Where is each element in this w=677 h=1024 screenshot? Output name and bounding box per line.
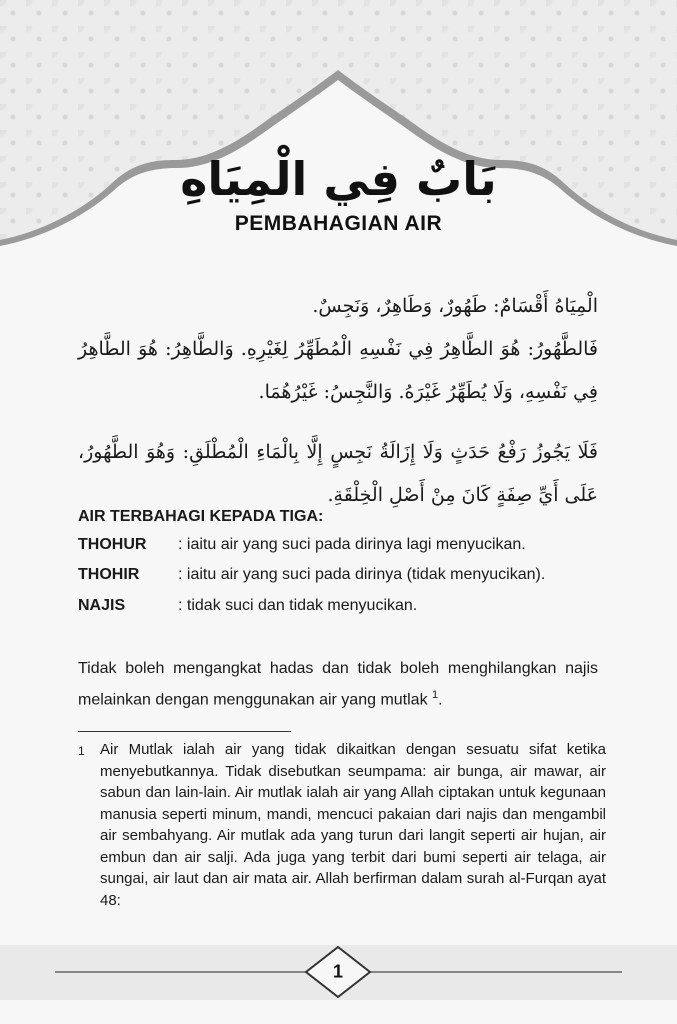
arabic-paragraph-3: فَلَا يَجُوزُ رَفْعُ حَدَثٍ وَلَا إِزَالَةُ نَجِسٍ إِلَّا بِالْمَاءِ الْمُطْلَقِ: وَهُوَ الطَّهُورُ، عَلَى أَيِّ صِفَةٍ كَانَ مِنْ أَصْلِ الْخِلْقَةِ. — [78, 441, 598, 506]
definition-row — [78, 597, 608, 615]
footnote — [78, 739, 606, 911]
definition-desc: : iaitu air yang suci pada dirinya (tidak menyucikan). — [178, 566, 546, 583]
paragraph-end: . — [438, 691, 443, 709]
footnote-divider — [78, 731, 291, 732]
footnote-text: Air Mutlak ialah air yang tidak dikaitkan dengan sesuatu sifat ketika menyebutkannya. Tidak disebutkan seumpama: air bunga, air mawar, air sabun dan lain-lain. Air mutlak ialah air yang Allah ciptakan untuk kegunaan manusia seperti minum, mandi, mencuci pakaian dari najis dan mengambil air sembahyang. Air mutlak ada yang turun dari langit seperti air hujan, air embun dan air salji. Ada juga yang terbit dari bumi seperti air telaga, air sungai, air laut dan air mata air. Allah berfirman dalam surah al-Furqan ayat 48: — [100, 741, 606, 909]
page-number: 1 — [332, 961, 344, 982]
section-heading: AIR TERBAHAGI KEPADA TIGA: — [78, 508, 324, 525]
arabic-paragraph-1: الْمِيَاهُ أَقْسَامٌ: طَهُورٌ، وَطَاهِرٌ، وَنَجِسٌ. — [312, 295, 598, 317]
definition-row — [78, 536, 608, 554]
definition-desc: : iaitu air yang suci pada dirinya lagi menyucikan. — [178, 536, 526, 553]
definition-row — [78, 566, 608, 584]
definition-term: NAJIS — [78, 597, 126, 614]
body-paragraph-text: Tidak boleh mengangkat hadas dan tidak boleh menghilangkan najis melainkan dengan menggunakan air yang mutlak — [78, 660, 598, 709]
arabic-paragraph-2: فَالطَّهُورُ: هُوَ الطَّاهِرُ فِي نَفْسِهِ الْمُطَهِّرُ لِغَيْرِهِ. وَالطَّاهِرُ: هُوَ الطَّاهِرُ فِي نَفْسِهِ، وَلَا يُطَهِّرُ غَيْرَهُ. وَالنَّجِسُ: غَيْرُهُمَا. — [78, 338, 598, 403]
footnote-reference[interactable]: 1 — [432, 689, 439, 701]
title-block — [0, 150, 677, 236]
body-paragraph — [78, 655, 598, 713]
definition-term: THOHIR — [78, 566, 140, 583]
definition-term: THOHUR — [78, 536, 147, 553]
page-title: PEMBAHAGIAN AIR — [234, 212, 443, 235]
footnote-number: 1 — [78, 744, 85, 758]
arabic-title: بَابٌ فِي الْمِيَاهِ — [180, 152, 497, 206]
definition-desc: : tidak suci dan tidak menyucikan. — [178, 597, 418, 614]
